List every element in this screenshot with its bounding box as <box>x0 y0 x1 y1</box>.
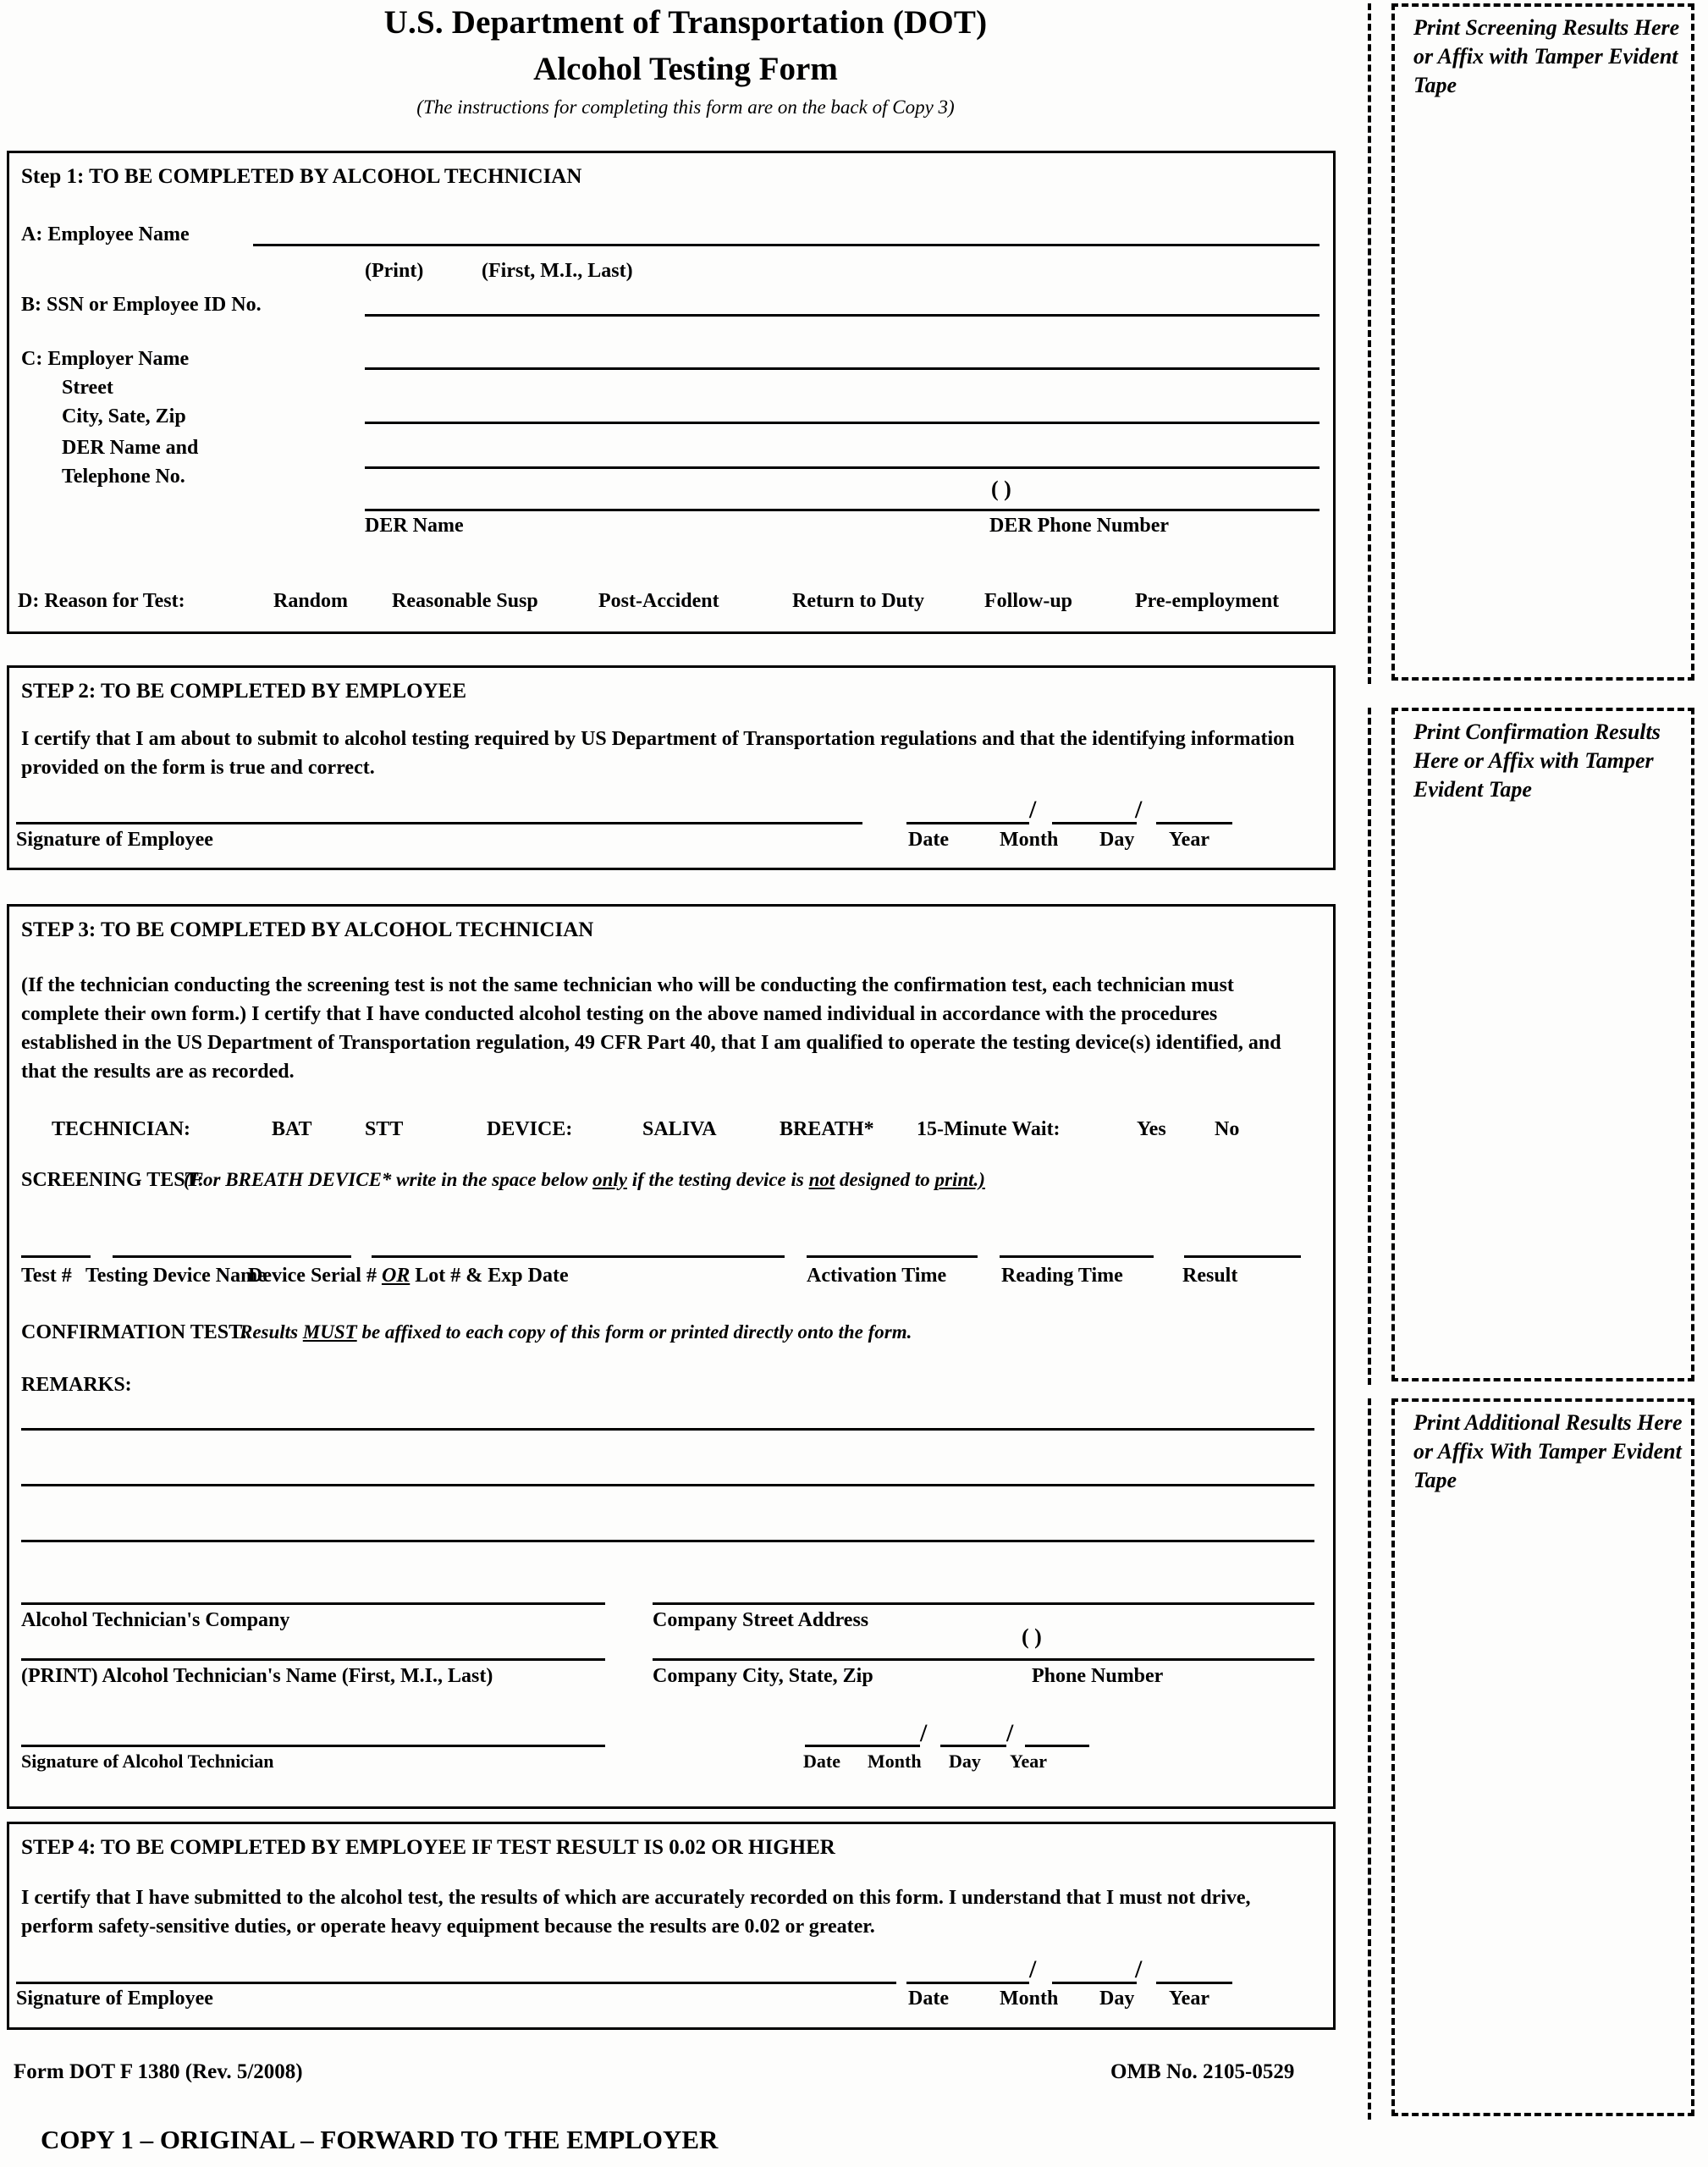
step4-month-input[interactable] <box>906 1982 1029 1984</box>
step4-signature-caption: Signature of Employee <box>16 1988 213 2010</box>
remarks-line-3[interactable] <box>21 1540 1314 1542</box>
screening-device-serial-input[interactable] <box>372 1255 785 1258</box>
step3-year-input[interactable] <box>1025 1745 1089 1747</box>
additional-results-affix-text: Print Additional Results Here or Affix With Tamper Evident Tape <box>1413 1410 1683 1492</box>
company-street-input[interactable] <box>653 1602 1314 1605</box>
ssn-input[interactable] <box>365 314 1320 317</box>
screening-device-name-input[interactable] <box>113 1255 351 1258</box>
technician-stt-option[interactable]: STT <box>365 1118 404 1140</box>
step4-month-caption: Month <box>1000 1988 1059 2010</box>
step2-month-input[interactable] <box>906 822 1029 824</box>
employee-name-label: A: Employee Name <box>21 223 190 245</box>
device-label: DEVICE: <box>487 1118 573 1140</box>
omb-number-label: OMB No. 2105-0529 <box>1110 2060 1295 2083</box>
employer-city-label: City, Sate, Zip <box>62 405 186 427</box>
copy-distribution-label: COPY 1 – ORIGINAL – FORWARD TO THE EMPLOYER <box>41 2125 719 2154</box>
screening-results-affix-box[interactable] <box>1391 3 1694 681</box>
remarks-line-2[interactable] <box>21 1484 1314 1486</box>
reason-pre-employment-option[interactable]: Pre-employment <box>1135 590 1280 612</box>
reason-reasonable-suspicion-option[interactable]: Reasonable Susp <box>392 590 538 612</box>
step2-title: STEP 2: TO BE COMPLETED BY EMPLOYEE <box>21 680 467 703</box>
step3-month-input[interactable] <box>805 1745 920 1747</box>
technician-name-input[interactable] <box>21 1658 605 1661</box>
step2-month-caption: Month <box>1000 829 1059 851</box>
step2-year-input[interactable] <box>1156 822 1232 824</box>
step3-certification-text: (If the technician conducting the screening test is not the same technician who will be conducting the confirmation test, each technician must complete their own form.) I certify that I have conducted alcohol testing on the above named individual in accordance with the procedures established in the US Department of Transportation regulation, 49 CFR Part 40, that I am qualified to operate the testing device(s) identified, and that the results are as recorded. <box>21 974 1281 1084</box>
technician-signature-input[interactable] <box>21 1745 605 1747</box>
tear-line-screening <box>1368 3 1371 684</box>
form-header <box>0 0 1371 119</box>
device-saliva-option[interactable]: SALIVA <box>642 1118 717 1140</box>
screening-note-end: designed to <box>835 1169 935 1190</box>
step4-date-slash-2: / <box>1135 1955 1143 1983</box>
step3-date-caption: Date <box>803 1751 840 1772</box>
screening-note-not: not <box>808 1169 835 1190</box>
tech-date-slash-2: / <box>1006 1719 1014 1747</box>
der-phone-line2-label: Telephone No. <box>62 466 185 488</box>
step2-date-caption: Date <box>908 829 949 851</box>
wait-no-option[interactable]: No <box>1215 1118 1240 1140</box>
screening-activation-time-input[interactable] <box>807 1255 978 1258</box>
reason-for-test-label: D: Reason for Test: <box>18 590 185 612</box>
additional-results-affix-box[interactable] <box>1391 1398 1694 2116</box>
form-number-label: Form DOT F 1380 (Rev. 5/2008) <box>14 2060 303 2083</box>
step1-title: Step 1: TO BE COMPLETED BY ALCOHOL TECHNICIAN <box>21 165 582 188</box>
remarks-label: REMARKS: <box>21 1374 132 1396</box>
column-test-number: Test # <box>21 1265 72 1287</box>
employee-signature-input[interactable] <box>16 822 862 824</box>
step3-title: STEP 3: TO BE COMPLETED BY ALCOHOL TECHNICIAN <box>21 918 594 941</box>
column-reading-time: Reading Time <box>1001 1265 1123 1287</box>
column-device-serial: Device Serial # OR Lot # & Exp Date <box>248 1265 569 1287</box>
employee-signature-caption: Signature of Employee <box>16 829 213 851</box>
employer-name-label: C: Employer Name <box>21 348 190 370</box>
technician-bat-option[interactable]: BAT <box>272 1118 312 1140</box>
der-name-phone-input[interactable] <box>365 509 1320 511</box>
company-city-caption: Company City, State, Zip <box>653 1665 873 1687</box>
step4-certification-text: I certify that I have submitted to the alcohol test, the results of which are accurately recorded on this form. I understand that I must not drive, perform safety-sensitive duties, or operate heavy equipment because the results are 0.02 or greater. <box>21 1887 1251 1938</box>
confirmation-note-pre: Results <box>240 1321 303 1343</box>
screening-test-note <box>184 1169 985 1191</box>
step4-day-caption: Day <box>1099 1988 1135 2010</box>
screening-results-affix-text: Print Screening Results Here or Affix with Tamper Evident Tape <box>1413 15 1680 97</box>
step4-date-slash-1: / <box>1029 1955 1037 1983</box>
company-street-caption: Company Street Address <box>653 1609 869 1631</box>
screening-result-input[interactable] <box>1184 1255 1301 1258</box>
confirmation-test-label: CONFIRMATION TEST: <box>21 1321 248 1343</box>
device-breath-option[interactable]: BREATH* <box>780 1118 874 1140</box>
page-subtitle: Alcohol Testing Form <box>533 51 838 87</box>
step3-day-input[interactable] <box>940 1745 1006 1747</box>
der-name-caption: DER Name <box>365 515 464 537</box>
column-activation-time: Activation Time <box>807 1265 947 1287</box>
der-name-line1-label: DER Name and <box>62 437 199 459</box>
company-city-phone-input[interactable] <box>653 1658 1314 1661</box>
screening-test-number-input[interactable] <box>21 1255 91 1258</box>
employee-name-input[interactable] <box>253 244 1320 246</box>
technician-phone-paren: ( ) <box>1022 1624 1042 1649</box>
tech-date-slash-1: / <box>920 1719 928 1747</box>
step4-section <box>7 1822 1336 2030</box>
step4-title: STEP 4: TO BE COMPLETED BY EMPLOYEE IF TEST RESULT IS 0.02 OR HIGHER <box>21 1836 835 1859</box>
step2-day-input[interactable] <box>1052 822 1137 824</box>
screening-test-label: SCREENING TEST: <box>21 1169 204 1191</box>
step1-section <box>7 151 1336 634</box>
column-result: Result <box>1182 1265 1238 1287</box>
step4-year-caption: Year <box>1169 1988 1209 2010</box>
remarks-line-1[interactable] <box>21 1428 1314 1431</box>
der-extra-input[interactable] <box>365 466 1320 469</box>
der-phone-caption: DER Phone Number <box>989 515 1170 537</box>
reason-return-to-duty-option[interactable]: Return to Duty <box>792 590 924 612</box>
technician-company-caption: Alcohol Technician's Company <box>21 1609 290 1631</box>
reason-post-accident-option[interactable]: Post-Accident <box>598 590 719 612</box>
print-hint-label: (Print) <box>365 260 424 282</box>
step2-section <box>7 665 1336 870</box>
technician-company-input[interactable] <box>21 1602 605 1605</box>
step4-employee-signature-input[interactable] <box>16 1982 896 1984</box>
employer-name-input[interactable] <box>365 367 1320 370</box>
step4-date-caption: Date <box>908 1988 949 2010</box>
technician-signature-caption: Signature of Alcohol Technician <box>21 1751 274 1772</box>
date-slash-1: / <box>1029 796 1037 824</box>
confirmation-note-end: be affixed to each copy of this form or printed directly onto the form. <box>356 1321 912 1343</box>
wait-yes-option[interactable]: Yes <box>1137 1118 1166 1140</box>
confirmation-results-affix-text: Print Confirmation Results Here or Affix with Tamper Evident Tape <box>1413 720 1661 802</box>
page-title: U.S. Department of Transportation (DOT) <box>383 4 988 41</box>
technician-label: TECHNICIAN: <box>52 1118 191 1140</box>
column-testing-device-name: Testing Device Name <box>85 1265 267 1287</box>
step3-day-caption: Day <box>949 1751 981 1772</box>
step2-year-caption: Year <box>1169 829 1209 851</box>
fifteen-minute-wait-label: 15-Minute Wait: <box>917 1118 1061 1140</box>
screening-reading-time-input[interactable] <box>1000 1255 1154 1258</box>
step4-day-input[interactable] <box>1052 1982 1137 1984</box>
der-phone-paren: ( ) <box>991 477 1011 501</box>
confirmation-test-note <box>240 1321 912 1343</box>
screening-note-print: print.) <box>934 1169 985 1190</box>
screening-note-only: only <box>592 1169 627 1190</box>
tear-line-additional <box>1368 1398 1371 2120</box>
step3-month-caption: Month <box>868 1751 922 1772</box>
step3-year-caption: Year <box>1010 1751 1047 1772</box>
reason-random-option[interactable]: Random <box>273 590 349 612</box>
ssn-label: B: SSN or Employee ID No. <box>21 294 262 316</box>
date-slash-2: / <box>1135 796 1143 824</box>
step2-certification-text: I certify that I am about to submit to alcohol testing required by US Department of Transportation regulations and that the identifying information provided on the form is true and correct. <box>21 728 1295 780</box>
technician-phone-caption: Phone Number <box>1032 1665 1164 1687</box>
employer-street-label: Street <box>62 377 113 399</box>
instructions-note: (The instructions for completing this form are on the back of Copy 3) <box>416 96 955 118</box>
name-order-hint-label: (First, M.I., Last) <box>482 260 633 282</box>
technician-name-caption: (PRINT) Alcohol Technician's Name (First, M.I., Last) <box>21 1665 493 1687</box>
step2-day-caption: Day <box>1099 829 1135 851</box>
screening-note-mid: if the testing device is <box>626 1169 809 1190</box>
screening-note-pre: (For BREATH DEVICE* write in the space below <box>184 1169 593 1190</box>
confirmation-note-must: MUST <box>302 1321 357 1343</box>
tear-line-confirmation <box>1368 708 1371 1385</box>
reason-follow-up-option[interactable]: Follow-up <box>984 590 1073 612</box>
employer-address-input[interactable] <box>365 422 1320 424</box>
step4-year-input[interactable] <box>1156 1982 1232 1984</box>
step3-section <box>7 904 1336 1809</box>
confirmation-results-affix-box[interactable] <box>1391 708 1694 1381</box>
